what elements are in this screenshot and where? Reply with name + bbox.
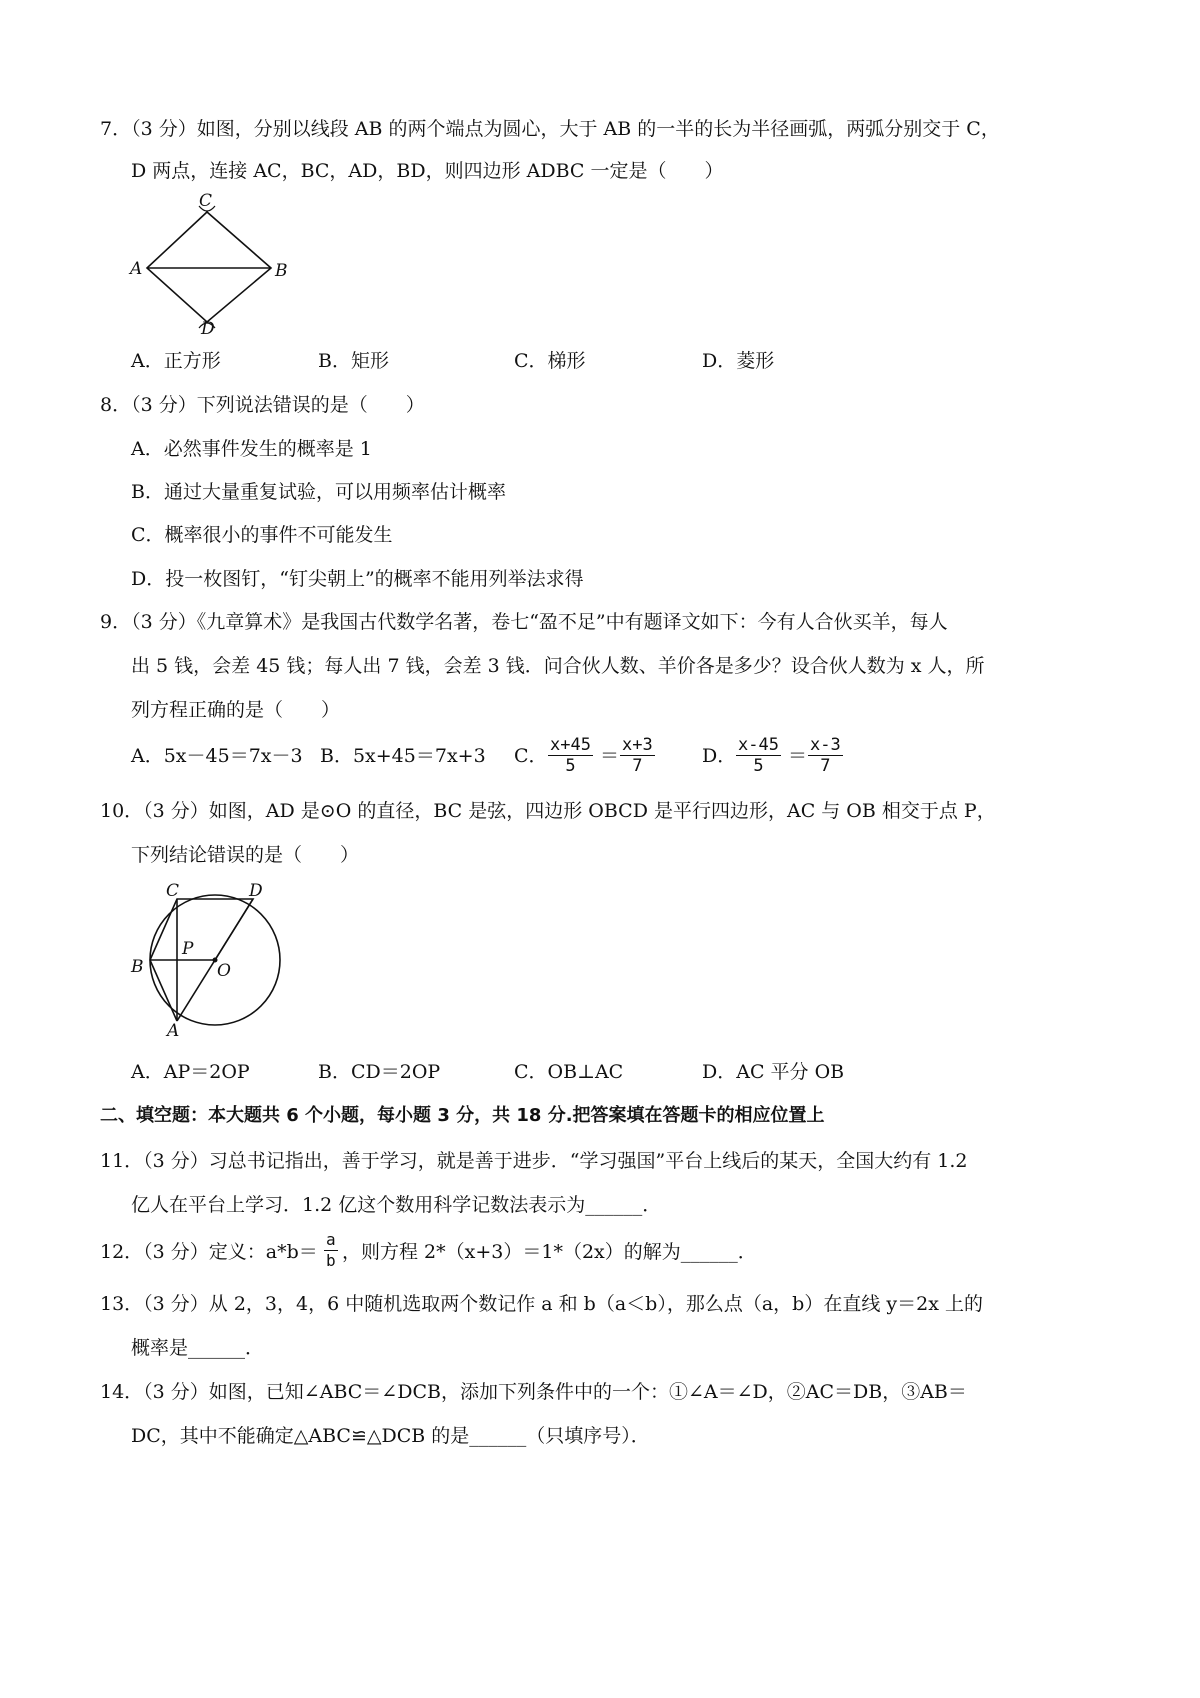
q10-label-c: C [166,882,180,901]
q14-line1: 14．（3 分）如图，已知∠ABC＝∠DCB，添加下列条件中的一个：①∠A＝∠D，②AC＝DB，③AB＝ [100,1381,967,1403]
q7-option-a: A．正方形 [131,350,221,372]
q8-option-a: A．必然事件发生的概率是 1 [131,438,372,460]
q7-rhombus-figure [125,190,305,335]
q12-frac-num: a [326,1230,336,1249]
q10-label-p: P [182,939,194,959]
q9-line1: 9．（3 分）《九章算术》是我国古代数学名著，卷七“盈不足”中有题译文如下：今有人合伙买羊，每人 [100,611,948,633]
q7-line1: 7．（3 分）如图，分别以线段 AB 的两个端点为圆心，大于 AB 的一半的长为半径画弧，两弧分别交于 C， [100,118,1000,140]
q10-label-o: O [217,961,231,981]
q10-option-a: A．AP＝2OP [131,1061,250,1083]
q10-label-b: B [131,957,144,977]
q9-option-a: A．5x－45＝7x－3 [131,745,303,767]
q7-label-c: C [199,191,213,211]
q9-option-d-num1: x-45 [738,735,779,755]
section-heading: 二、填空题：本大题共 6 个小题，每小题 3 分，共 18 分.把答案填在答题卡的相应位置上 [100,1105,825,1126]
q14-line2: DC，其中不能确定△ABC≌△DCB 的是______（只填序号）． [131,1425,650,1447]
q7-option-d: D．菱形 [702,350,775,372]
q8-option-c: C．概率很小的事件不可能发生 [131,524,393,546]
q9-option-d-label: D． [702,745,737,767]
q9-option-d-equals: ＝ [788,745,808,767]
q10-parallelogram [150,899,253,960]
q10-label-a: A [167,1021,180,1041]
q10-option-b: B．CD＝2OP [318,1061,441,1083]
q9-option-d-fraction2 [808,735,843,776]
q12-fraction [324,1230,338,1271]
q9-option-b: B．5x+45＝7x+3 [320,745,486,767]
q7-label-d: D [201,319,215,335]
q10-line2: 下列结论错误的是（ ） [131,844,360,866]
q8-option-d: D．投一枚图钉，“钉尖朝上”的概率不能用列举法求得 [131,568,584,590]
q9-option-c-fraction2 [620,735,655,776]
q9-option-c-num2: x+3 [622,735,653,755]
q7-label-a: A [130,259,143,279]
q7-rhombus-shape [147,212,271,322]
q8-line1: 8．（3 分）下列说法错误的是（ ） [100,394,425,416]
q9-option-c-equals: ＝ [600,745,620,767]
q12-frac-den: b [326,1251,336,1270]
q9-option-c-fraction1 [548,735,593,776]
q9-option-d-den1: 5 [753,756,764,776]
q9-option-d-fraction1 [736,735,781,776]
q7-line2: D 两点，连接 AC，BC，AD，BD，则四边形 ADBC 一定是（ ） [131,160,724,182]
q10-option-c: C．OB⊥AC [514,1061,624,1083]
q12-line-pre: 12．（3 分）定义：a*b＝ [100,1241,318,1263]
q13-line2: 概率是______． [131,1337,265,1359]
q10-chord-ab [150,960,177,1021]
q13-line1: 13．（3 分）从 2，3，4，6 中随机选取两个数记作 a 和 b（a＜b），那么点（a，b）在直线 y＝2x 上的 [100,1293,983,1315]
q7-option-b: B．矩形 [318,350,389,372]
q10-circle-figure [125,882,295,1042]
q9-option-c-den1: 5 [565,756,576,776]
q9-option-d-num2: x-3 [810,735,841,755]
q9-line2: 出 5 钱，会差 45 钱；每人出 7 钱，会差 3 钱．问合伙人数、羊价各是多少？设合伙人数为 x 人，所 [131,655,985,677]
q7-option-c: C．梯形 [514,350,586,372]
q9-option-d-den2: 7 [820,756,831,776]
q10-option-d: D．AC 平分 OB [702,1061,845,1083]
q9-option-c-den2: 7 [632,756,643,776]
q11-line1: 11．（3 分）习总书记指出，善于学习，就是善于进步．“学习强国”平台上线后的某天，全国大约有 1.2 [100,1150,968,1172]
q11-line2: 亿人在平台上学习．1.2 亿这个数用科学记数法表示为______． [131,1194,662,1216]
q10-label-d: D [249,882,263,901]
q10-line1: 10．（3 分）如图，AD 是⊙O 的直径，BC 是弦，四边形 OBCD 是平行四边形，AC 与 OB 相交于点 P， [100,800,996,822]
q7-label-b: B [275,261,288,281]
q8-option-b: B．通过大量重复试验，可以用频率估计概率 [131,481,506,503]
q9-option-c-num1: x+45 [550,735,591,755]
q9-option-c-label: C． [514,745,548,767]
q12-line-post: ，则方程 2*（x+3）＝1*（2x）的解为______． [342,1241,757,1263]
q9-line3: 列方程正确的是（ ） [131,699,341,721]
